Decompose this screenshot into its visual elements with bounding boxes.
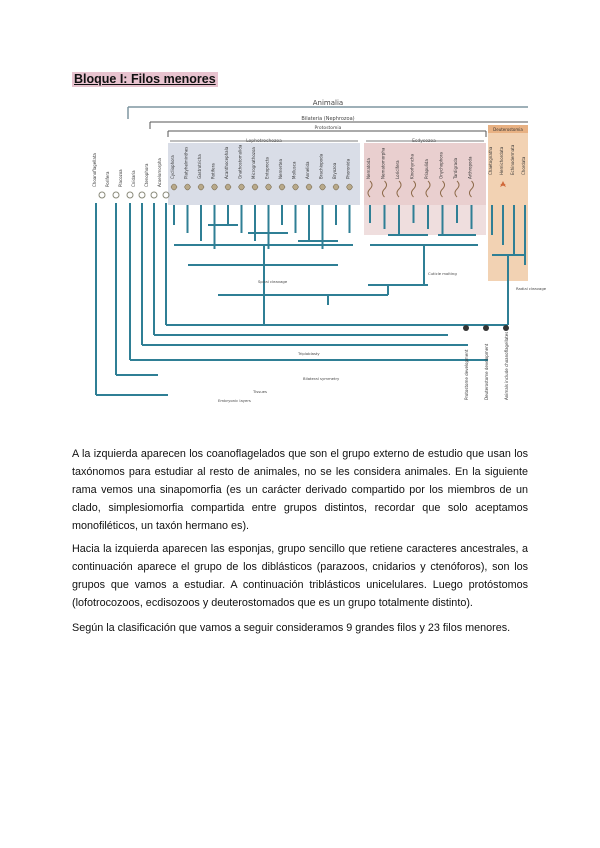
taxon-label: Micrognathozoa xyxy=(251,147,256,179)
phylogenetic-tree xyxy=(88,95,547,410)
taxon-label: Cycliophora xyxy=(170,155,175,179)
node-label: Embryonic layers xyxy=(218,398,251,403)
key-bullet xyxy=(503,325,509,331)
ecdysozoa-label: Ecdysozoa xyxy=(412,139,436,144)
taxon-label: Brachiopoda xyxy=(318,153,324,179)
taxon-label: Cnidaria xyxy=(131,170,136,187)
key-note: Deuterostome development xyxy=(484,343,489,400)
organism-glyph xyxy=(139,192,145,198)
animalia-label: Animalia xyxy=(312,99,344,107)
left-taxa-labels xyxy=(92,153,162,187)
taxon-label: Porifera xyxy=(105,171,110,187)
phylogeny-figure xyxy=(88,95,547,410)
taxon-label: Ctenophora xyxy=(144,163,149,187)
taxon-label: Chordata xyxy=(521,156,526,175)
taxon-label: Phoronida xyxy=(345,158,351,179)
organism-glyph xyxy=(127,192,133,198)
key-bullet xyxy=(463,325,469,331)
taxon-label: Annelida xyxy=(305,161,310,179)
node-label: Triploblasty xyxy=(298,351,320,356)
organism-glyph xyxy=(151,192,157,198)
taxon-label: Acoelomorpha xyxy=(157,158,162,187)
taxon-label: Loricifera xyxy=(395,160,400,179)
node-label: Radial cleavage xyxy=(516,286,547,291)
taxon-label: Gastrotricha xyxy=(197,154,202,179)
taxon-label: Choanoflagellata xyxy=(92,153,97,187)
taxon-label: Entoprocta xyxy=(264,157,270,179)
key-note: Animals include choanoflagellates xyxy=(504,331,509,400)
taxon-label: Nematomorpha xyxy=(380,147,386,179)
paragraph-1: A la izquierda aparecen los coanoflagelados que son el grupo externo de estudio que usan los taxónomos para estudiar al resto de animales, no se les considera animales. En la siguiente rama vemos una sinapomorfia (es un carácter derivado compartido por los miembros de un clado, simplesiomorfia compartida entre grupos distintos, recordar que solo aceptamos monofiléticos, un taxón hermano es). xyxy=(72,448,528,532)
taxon-label: Kinorhyncha xyxy=(409,154,415,179)
taxon-label: Acanthocephala xyxy=(224,146,229,179)
taxon-label: Nemertea xyxy=(278,159,283,179)
taxon-label: Arthropoda xyxy=(467,156,473,179)
taxon-label: Nematoda xyxy=(366,158,371,179)
organism-glyph xyxy=(113,192,119,198)
key-bullet xyxy=(483,325,489,331)
deuterostomia-label: Deuterostomia xyxy=(493,127,523,132)
taxon-label: Bryozoa xyxy=(332,162,337,179)
lophotrochozoa-label: Lophotrochozoa xyxy=(246,139,282,144)
bilateria-label: Bilateria (Nephrozoa) xyxy=(301,116,355,122)
taxon-label: Echinodermata xyxy=(510,144,515,175)
taxon-label: Platyhelminthes xyxy=(183,146,189,179)
taxon-label: Chaetognatha xyxy=(488,146,493,175)
protostomia-label: Protostomia xyxy=(314,126,342,131)
section-heading: Bloque I: Filos menores xyxy=(74,72,216,86)
taxon-label: Priapulida xyxy=(424,159,429,179)
paragraph-2: Hacia la izquierda aparecen las esponjas, grupo sencillo que retiene caracteres ancestrales, a continuación aparece el grupo de los diblásticos (parazoos, cnidarios y ctenóforos), son los grupos que vamos a estudiar. A continuación triblásticos unicelulares. Luego protóstomos (lofotrocozoos, ecdisozoos y deuterostomados que es un grupo totalmente distinto). xyxy=(72,543,528,609)
taxon-label: Rotifera xyxy=(210,163,216,179)
node-label: Tissues xyxy=(253,389,267,394)
taxon-label: Tardigrada xyxy=(453,157,458,179)
organism-glyph xyxy=(99,192,105,198)
node-label: Cuticle molting xyxy=(428,271,457,276)
ecdysozoa-subpanel xyxy=(364,205,486,235)
node-label: Bilateral symmetry xyxy=(303,376,340,381)
node-label: Spiral cleavage xyxy=(258,279,288,284)
taxon-label: Hemichordata xyxy=(499,146,504,175)
taxon-label: Onychophora xyxy=(438,152,444,179)
paragraph-3: Según la clasificación que vamos a seguir consideramos 9 grandes filos y 23 filos menores. xyxy=(72,622,511,634)
taxon-label: Mollusca xyxy=(291,161,297,179)
node-labels xyxy=(218,271,547,403)
taxon-label: Gnathostomulida xyxy=(237,144,243,179)
key-note: Protostome development xyxy=(464,349,469,400)
taxon-label: Placozoa xyxy=(118,169,123,187)
